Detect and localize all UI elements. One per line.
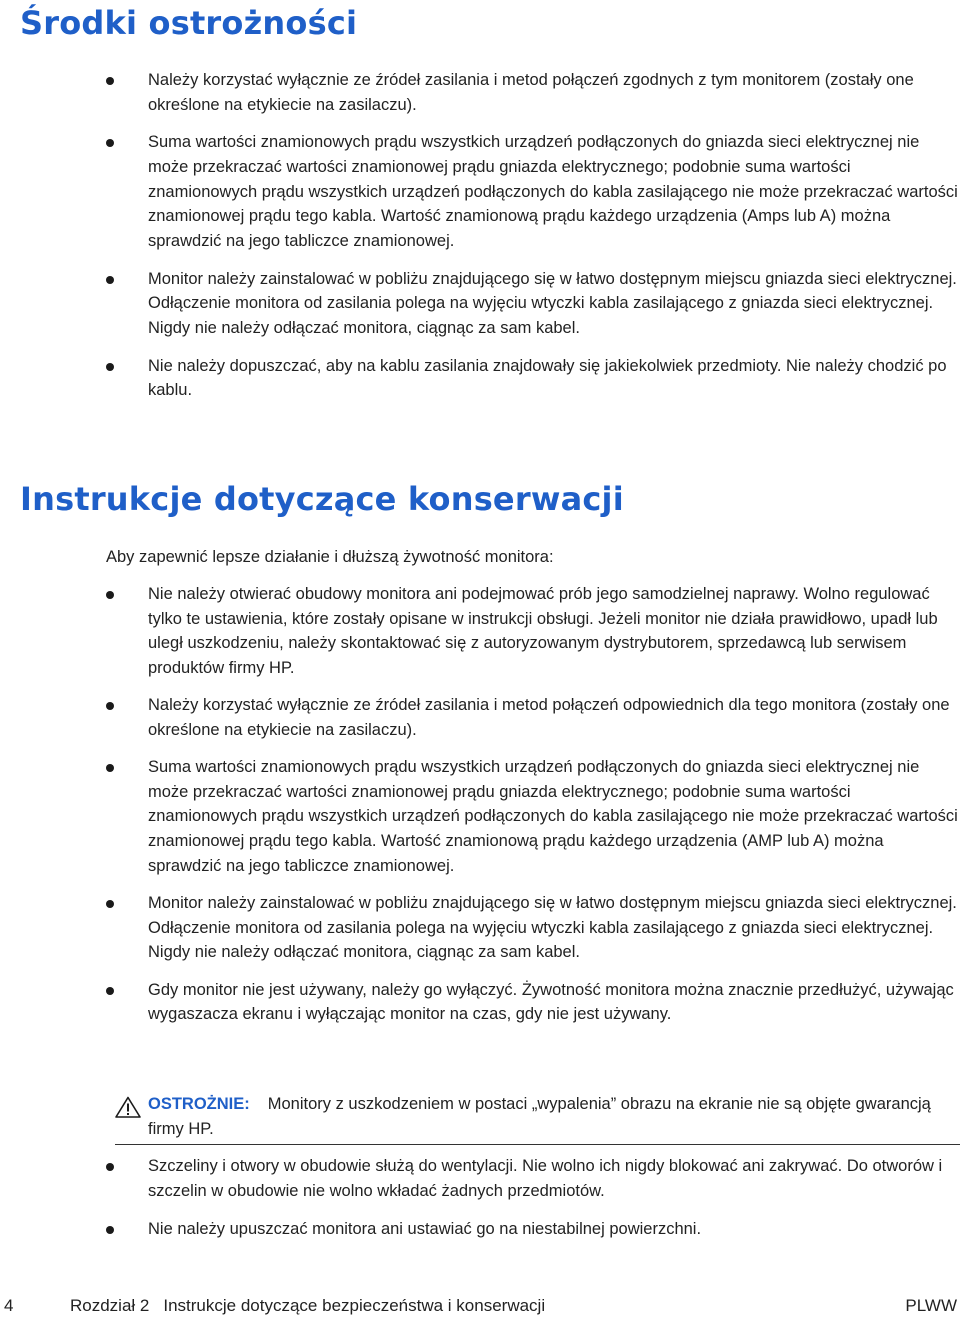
maintenance-list-continued: [104, 1154, 960, 1255]
list-item: [104, 755, 960, 878]
chapter-title: Instrukcje dotyczące bezpieczeństwa i konserwacji: [163, 1296, 546, 1315]
bullet-icon: [106, 363, 114, 371]
list-item-text: Suma wartości znamionowych prądu wszystkich urządzeń podłączonych do gniazda sieci elektrycznej nie może przekraczać wartości znamionowej prądu gniazda elektrycznego; podobnie suma wartości znamionowych prądu wszystkich urządzeń podłączonych do kabla zasilającego nie może przekraczać wartości znamionowej prądu tego kabla. Wartość znamionową prądu każdego urządzenia (AMP lub A) można sprawdzić na jego tabliczce znamionowej.: [148, 758, 958, 875]
list-item: [104, 68, 960, 117]
list-item-text: Monitor należy zainstalować w pobliżu znajdującego się w łatwo dostępnym miejscu gniazda sieci elektrycznej. Odłączenie monitora od zasilania polega na wyjęciu wtyczki kabla zasilającego z gniazda sieci elektrycznej. Nigdy nie należy odłączać monitora, ciągnąc za sam kabel.: [148, 893, 957, 962]
bullet-icon: [106, 1163, 114, 1171]
chapter-number: Rozdział 2: [70, 1296, 150, 1315]
list-item-text: Należy korzystać wyłącznie ze źródeł zasilania i metod połączeń zgodnych z tym monitorem (zostały one określone na etykiecie na zasilaczu).: [148, 71, 914, 114]
list-item-text: Należy korzystać wyłącznie ze źródeł zasilania i metod połączeń odpowiednich dla tego monitora (zostały one określone na etykiecie na zasilaczu).: [148, 696, 950, 739]
warning-triangle-icon: [115, 1096, 141, 1118]
list-item-text: Monitor należy zainstalować w pobliżu znajdującego się w łatwo dostępnym miejscu gniazda sieci elektrycznej. Odłączenie monitora od zasilania polega na wyjęciu wtyczki kabla zasilającego z gniazda sieci elektrycznej. Nigdy nie należy odłączać monitora, ciągnąc za sam kabel.: [148, 269, 957, 337]
list-item-text: Nie należy dopuszczać, aby na kablu zasilania znajdowały się jakiekolwiek przedmioty. Nie należy chodzić po kablu.: [148, 356, 947, 400]
bullet-icon: [106, 702, 114, 710]
bullet-icon: [106, 139, 114, 147]
list-item: [104, 354, 960, 403]
list-item: [104, 267, 960, 341]
caution-message: Monitory z uszkodzeniem w postaci „wypalenia” obrazu na ekranie nie są objęte gwarancją firmy HP.: [148, 1095, 931, 1138]
page-number: 4: [4, 1296, 14, 1315]
bullet-icon: [106, 276, 114, 284]
list-item-text: Szczeliny i otwory w obudowie służą do wentylacji. Nie wolno ich nigdy blokować ani zakrywać. Do otworów i szczelin w obudowie nie wolno wkładać żadnych przedmiotów.: [148, 1157, 943, 1200]
list-item: [104, 130, 960, 253]
list-item-text: Suma wartości znamionowych prądu wszystkich urządzeń podłączonych do gniazda sieci elektrycznej nie może przekraczać wartości znamionowej prądu gniazda elektrycznego; podobnie suma wartości znamionowych prądu wszystkich urządzeń podłączonych do kabla zasilającego nie może przekraczać wartości znamionowej prądu tego kabla. Wartość znamionową prądu każdego urządzenia (Amps lub A) można sprawdzić na jego tabliczce znamionowej.: [148, 133, 958, 250]
chapter-reference: [70, 1296, 545, 1316]
caution-text-block: [148, 1092, 960, 1141]
list-item-text: Nie należy upuszczać monitora ani ustawiać go na niestabilnej powierzchni.: [148, 1219, 702, 1238]
bullet-icon: [106, 987, 114, 995]
list-item: [104, 693, 960, 742]
list-item: [104, 978, 960, 1027]
list-item: [104, 1154, 960, 1203]
bullet-icon: [106, 764, 114, 772]
bullet-icon: [106, 900, 114, 908]
caution-label: OSTROŻNIE:: [148, 1095, 250, 1113]
bullet-icon: [106, 77, 114, 85]
maintenance-list: [104, 582, 960, 1039]
bullet-icon: [106, 591, 114, 599]
list-item: [104, 891, 960, 965]
list-item: [104, 582, 960, 680]
list-item-text: Nie należy otwierać obudowy monitora ani podejmować prób jego samodzielnej naprawy. Wolno regulować tylko te ustawienia, które zostały opisane w instrukcji obsługi. Jeżeli monitor nie działa prawidłowo, upadł lub uległ uszkodzeniu, należy skontaktować się z autoryzowanym dystrybutorem, sprzedawcą lub serwisem produktów firmy HP.: [148, 585, 938, 677]
maintenance-intro: Aby zapewnić lepsze działanie i dłuższą żywotność monitora:: [106, 548, 554, 566]
document-code: PLWW: [905, 1296, 957, 1315]
list-item-text: Gdy monitor nie jest używany, należy go wyłączyć. Żywotność monitora można znacznie przedłużyć, używając wygaszacza ekranu i wyłączając monitor na czas, gdy nie jest używany.: [148, 980, 954, 1024]
list-item: [104, 1217, 960, 1242]
section-title-maintenance: Instrukcje dotyczące konserwacji: [20, 480, 624, 518]
precautions-list: [104, 68, 960, 416]
bullet-icon: [106, 1226, 114, 1234]
section-title-precautions: Środki ostrożności: [20, 4, 358, 42]
caution-note: [115, 1092, 960, 1145]
